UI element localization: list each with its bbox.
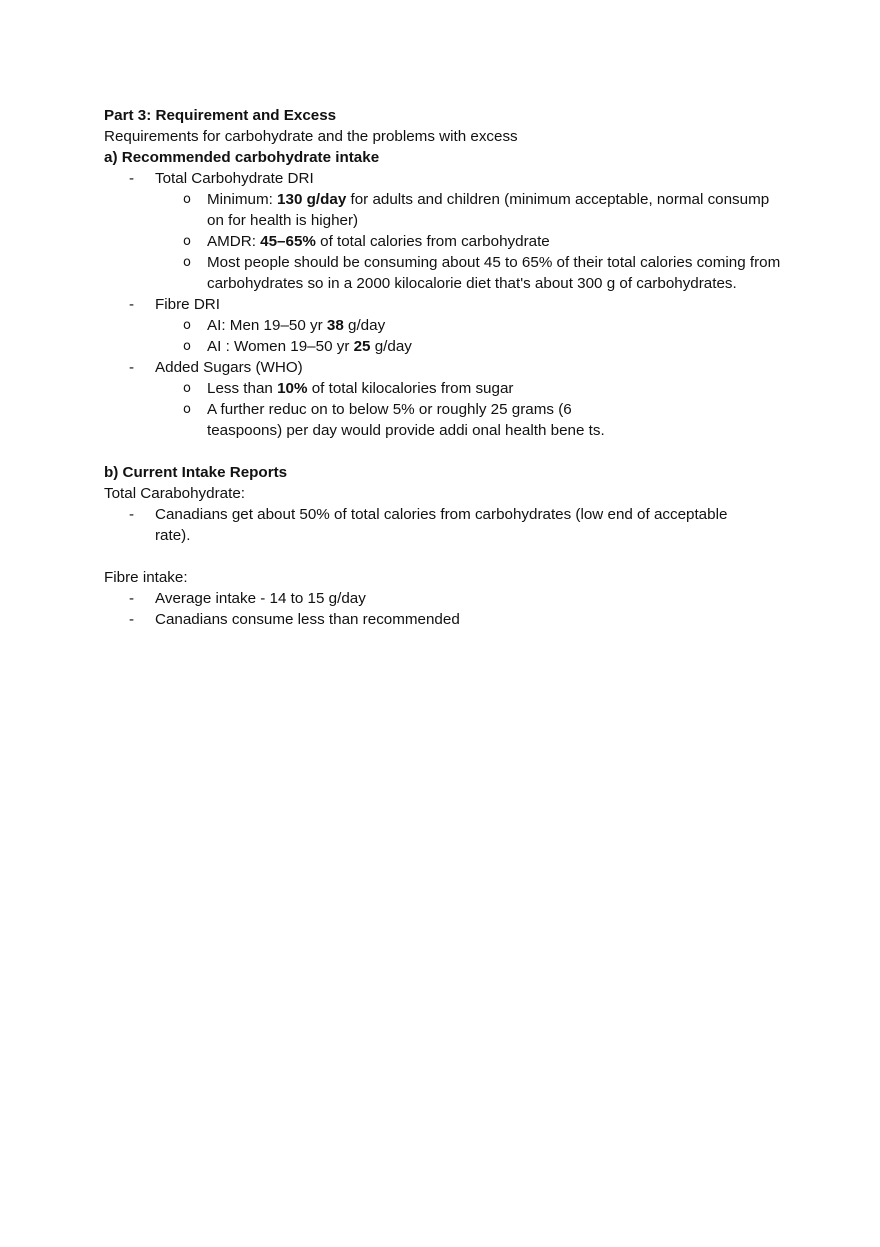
- fibre-dri-label: Fibre DRI: [155, 296, 220, 313]
- minimum-suffix: for adults and children (minimum acceptable, normal consump on for health is higher): [207, 191, 770, 229]
- fibre-men-prefix: AI: Men 19–50 yr: [207, 317, 327, 334]
- dash-bullet: -: [129, 170, 135, 187]
- fibre-men-suffix: g/day: [343, 317, 386, 334]
- spacer: [104, 546, 784, 567]
- sub-item-fibre-women: [104, 336, 784, 357]
- list-item-consume-less: [104, 609, 784, 630]
- list-item-average-intake: [104, 588, 784, 609]
- fibre-men-value: 38: [326, 317, 344, 334]
- list-item-fibre-dri: [104, 294, 784, 315]
- circle-bullet: o: [183, 192, 191, 207]
- minimum-value: 130 g/day: [277, 191, 347, 208]
- document-body: [104, 105, 784, 630]
- total-carb-label: Total Carabohydrate:: [104, 485, 245, 502]
- added-sugars-label: Added Sugars (WHO): [155, 359, 303, 376]
- dash-bullet: -: [129, 359, 135, 376]
- circle-bullet: o: [183, 339, 191, 354]
- sub-item-sugar-limit: [104, 378, 784, 399]
- sub-item-minimum: [104, 189, 784, 231]
- total-carb-dri-label: Total Carbohydrate DRI: [155, 170, 314, 187]
- dash-bullet: -: [129, 296, 135, 313]
- sub-item-fibre-men: [104, 315, 784, 336]
- part-subtitle: Requirements for carbohydrate and the problems with excess: [104, 128, 518, 145]
- dash-bullet: -: [129, 506, 135, 523]
- circle-bullet: o: [183, 318, 191, 333]
- sub-item-most-people: [104, 252, 784, 294]
- sub-item-further-reduction: [104, 399, 784, 441]
- part-title: Part 3: Requirement and Excess: [104, 107, 337, 124]
- list-item-canadians-carb: [104, 504, 784, 546]
- sugar-limit-value: 10%: [277, 380, 308, 397]
- fibre-women-suffix: g/day: [370, 338, 412, 355]
- circle-bullet: o: [183, 381, 191, 396]
- average-intake-text: Average intake - 14 to 15 g/day: [155, 590, 366, 607]
- fibre-intake-label: Fibre intake:: [104, 569, 188, 586]
- sub-item-amdr: [104, 231, 784, 252]
- fibre-women-prefix: AI : Women 19–50 yr: [207, 338, 354, 355]
- circle-bullet: o: [183, 255, 191, 270]
- amdr-suffix: of total calories from carbohydrate: [315, 233, 550, 250]
- spacer: [104, 441, 784, 462]
- amdr-value: 45–65%: [260, 233, 316, 250]
- list-item-total-carb-dri: [104, 168, 784, 189]
- most-people-text: Most people should be consuming about 45 to 65% of their total calories coming from carbohydrates so in a 2000 kilocalorie diet that's about 300 g of carbohydrates.: [207, 254, 781, 292]
- section-b-heading: b) Current Intake Reports: [104, 464, 288, 481]
- section-a-heading: a) Recommended carbohydrate intake: [104, 149, 380, 166]
- fibre-women-value: 25: [353, 338, 371, 355]
- sugar-limit-suffix: of total kilocalories from sugar: [307, 380, 514, 397]
- circle-bullet: o: [183, 402, 191, 417]
- dash-bullet: -: [129, 590, 135, 607]
- circle-bullet: o: [183, 234, 191, 249]
- dash-bullet: -: [129, 611, 135, 628]
- list-item-added-sugars: [104, 357, 784, 378]
- minimum-prefix: Minimum:: [207, 191, 278, 208]
- further-reduction-text: A further reduc on to below 5% or roughly 25 grams (6 teaspoons) per day would provide addi onal health bene ts.: [207, 401, 605, 439]
- amdr-prefix: AMDR:: [207, 233, 261, 250]
- canadians-carb-text: Canadians get about 50% of total calories from carbohydrates (low end of acceptable rate).: [155, 506, 728, 544]
- consume-less-text: Canadians consume less than recommended: [155, 611, 460, 628]
- sugar-limit-prefix: Less than: [207, 380, 278, 397]
